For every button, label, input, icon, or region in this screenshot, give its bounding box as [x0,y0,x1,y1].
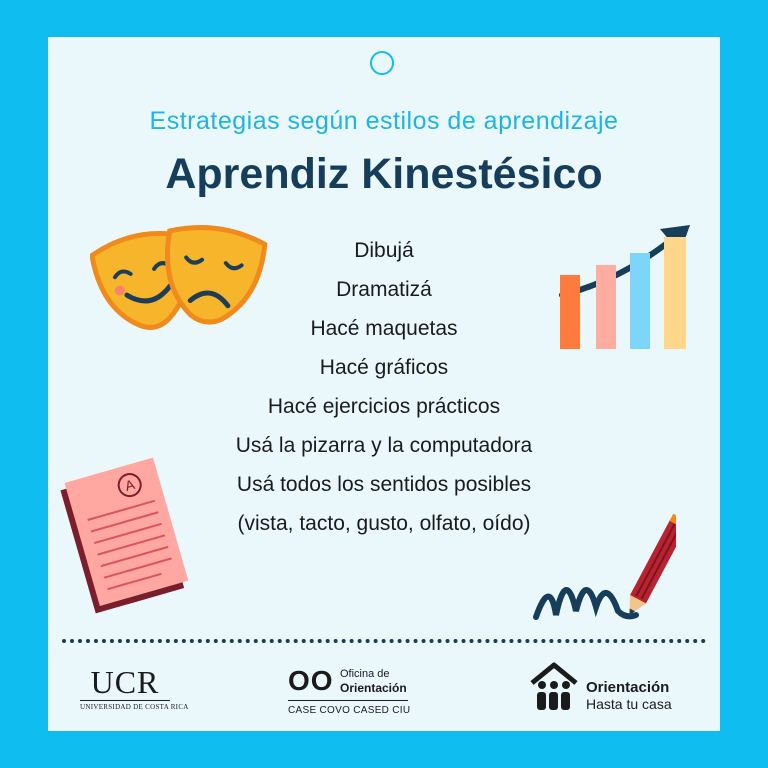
paper-grade: A [122,476,137,495]
strategy-item: Usá todos los sentidos posibles [236,473,532,496]
oficina-line2: Orientación [340,681,407,695]
growth-chart-icon [556,223,692,351]
house-icon [528,661,580,713]
orientacion-title: Orientación [586,679,670,696]
content-card [48,37,720,731]
pencil-icon [526,507,676,635]
subtitle: Estrategias según estilos de aprendizaje [149,107,619,135]
strategy-item: Dibujá [354,239,414,262]
footer-divider [62,639,706,643]
strategy-item: Dramatizá [336,278,432,301]
page-title: Aprendiz Kinestésico [165,150,603,198]
strategy-item: Usá la pizarra y la computadora [235,434,533,457]
graded-paper-icon [60,457,200,617]
strategy-item: Hacé gráficos [319,356,449,379]
oficina-programs: CASE COVO CASED CIU [288,705,411,716]
ucr-logo [80,664,189,711]
ucr-abbr: UCR [90,664,160,700]
strategy-item: Hacé ejercicios prácticos [267,395,501,418]
strategy-item: Hacé maquetas [310,317,458,340]
orientacion-tagline: Hasta tu casa [586,696,672,712]
pin-circle [370,51,394,75]
oficina-mark: OO [288,665,334,696]
ucr-full-name: UNIVERSIDAD DE COSTA RICA [80,703,189,711]
strategy-item: (vista, tacto, gusto, olfato, oído) [237,512,531,535]
theater-masks-icon [90,219,268,339]
oficina-line1: Oficina de [340,668,390,680]
